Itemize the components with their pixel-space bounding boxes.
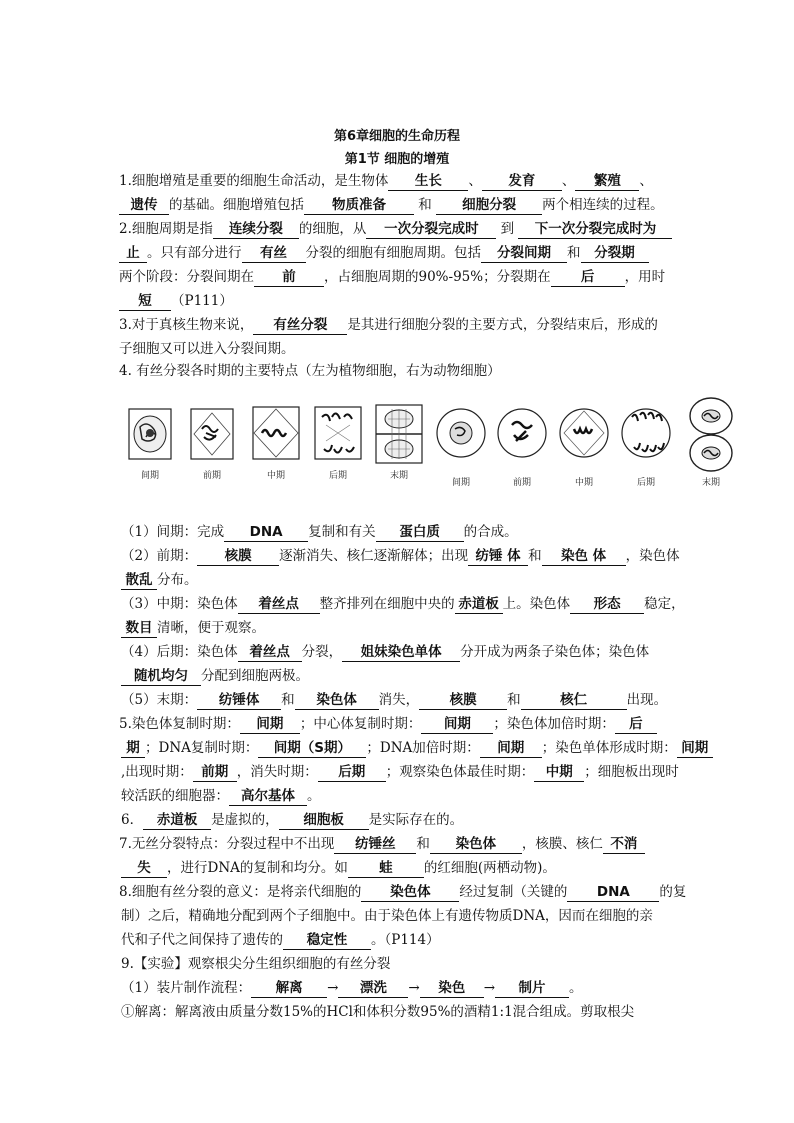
answer-blank: 间期 [240,716,300,734]
answer-blank: 短 [119,293,171,311]
animal-cell-prophase [498,409,546,457]
answer-blank: 期 [121,740,145,758]
chapter-title: 第6章细胞的生命历程 [333,129,461,144]
animal-cell-telophase [690,398,732,471]
text-segment: 是虚拟的， [211,812,279,828]
answer-blank: 一次分裂完成时 [366,221,496,239]
caption-plant-telophase: 末期 [389,471,409,481]
answer-blank: 前期 [193,764,237,782]
answer-blank: 随机均匀 [121,668,201,686]
answer-blank: 蛙 [348,860,424,878]
text-segment: （5）末期： [121,692,198,708]
text-segment: 和 [281,692,295,708]
text-line [119,290,679,313]
text-segment: （2）前期： [121,548,198,564]
text-segment: 。（P114） [371,932,440,948]
answer-blank: 核仁 [521,692,627,710]
text-segment: （3）中期：染色体 [121,596,238,612]
text-line [121,665,681,688]
answer-blank: 前 [254,269,324,287]
answer-blank: 染色 体 [542,548,626,566]
answer-blank: 数目 [121,620,157,638]
caption-plant-interphase: 间期 [140,471,160,481]
answer-blank: 止 [119,245,147,263]
text-segment: ，核膜、核仁 [521,836,603,852]
text-segment: ；染色体加倍时期： [493,716,615,732]
caption-plant-prophase: 前期 [202,471,222,481]
text-segment: ①解离：解离液由质量分数15%的HCl和体积分数95%的酒精1:1混合组成。剪取根尖 [121,1004,635,1020]
answer-blank: 后期 [318,764,386,782]
text-segment: 、 [639,173,653,189]
text-line [121,905,681,928]
text-segment: 4. 有丝分裂各时期的主要特点（左为植物细胞，右为动物细胞） [119,363,501,379]
text-line [121,737,709,760]
plant-cell-metaphase [253,407,299,459]
answer-blank: 纺锤 体 [468,548,528,566]
text-line [121,929,681,952]
text-segment: 和 [414,197,437,213]
text-line [121,857,681,880]
text-segment: ；中心体复制时期： [299,716,422,732]
caption-plant-anaphase: 后期 [328,471,348,481]
text-segment: 、 [468,173,482,189]
mitosis-figure [0,395,794,495]
answer-blank: 着丝点 [238,596,320,614]
text-segment: 上。染色体 [502,596,571,612]
text-segment: 两个相连续的过程。 [542,197,664,213]
text-line [121,1001,681,1024]
text-segment: （1）装片制作流程： [121,980,252,996]
text-segment: 两个阶段：分裂间期在 [119,269,254,285]
section-title: 第1节 细胞的增殖 [344,152,450,167]
text-segment: 6． [121,812,144,828]
answer-blank: 制片 [495,980,569,998]
text-line [121,809,681,832]
answer-blank: 赤道板 [455,596,503,614]
text-segment: 和 [528,548,542,564]
text-segment: ，用时 [624,269,666,285]
answer-blank: 染色体 [430,836,522,854]
text-line [119,242,679,265]
text-segment: 的合成。 [463,524,518,540]
answer-blank: 后 [615,716,657,734]
answer-blank: 失 [121,860,167,878]
text-segment: 和 [507,692,521,708]
text-segment: 分开成为两条子染色体；染色体 [460,644,650,660]
answer-blank: 核膜 [419,692,507,710]
plant-cell-telophase [376,405,422,463]
animal-cell-metaphase [560,409,608,457]
answer-blank: 细胞分裂 [436,197,542,215]
text-line [121,689,681,712]
answer-blank: 染色 [420,980,484,998]
answer-blank: 细胞板 [279,812,369,830]
text-segment: ；观察染色体最佳时期： [385,764,535,780]
text-line [121,545,681,568]
text-segment: 经过复制（关键的 [459,884,568,900]
text-segment: 9.【实验】观察根尖分生组织细胞的有丝分裂 [121,956,391,972]
text-line [121,593,685,616]
caption-animal-metaphase: 中期 [574,478,594,488]
text-line [119,338,679,361]
plant-cell-interphase [129,409,171,459]
text-segment: ；DNA复制时期： [145,740,259,756]
text-segment: 。 [307,788,321,804]
text-segment: ，染色体 [625,548,680,564]
text-line [119,360,679,383]
answer-blank: 形态 [570,596,644,614]
text-line [121,569,681,592]
text-segment: 制）之后，精确地分配到两个子细胞中。由于染色体上有遗传物质DNA，因而在细胞的亲 [121,908,653,924]
text-segment: 的红细胞(两栖动物)。 [423,860,556,876]
answer-blank: 姐妹染色单体 [342,644,460,662]
text-segment: 是其进行细胞分裂的主要方式，分裂结束后，形成的 [347,317,658,333]
answer-blank: 间期（S期） [258,740,366,758]
answer-blank: 后 [551,269,625,287]
text-segment: ，消失时期： [236,764,318,780]
text-segment: 3.对于真核生物来说， [119,317,254,333]
answer-blank: 有丝分裂 [253,317,347,335]
text-segment: 和 [567,245,581,261]
answer-blank: 间期 [677,740,713,758]
text-line [119,170,679,193]
text-segment: 分配到细胞两极。 [201,668,309,684]
animal-cell-anaphase [622,409,670,457]
answer-blank: DNA [224,524,308,542]
text-segment: 到 [496,221,519,237]
text-segment: 和 [416,836,430,852]
answer-blank: 分裂期 [581,245,649,263]
text-segment: 7.无丝分裂特点：分裂过程中不出现 [119,836,335,852]
caption-plant-metaphase: 中期 [266,471,286,481]
text-line [121,617,681,640]
text-segment: 的细胞，从 [298,221,367,237]
answer-blank: 物质准备 [304,197,414,215]
text-segment: 的基础。细胞增殖包括 [169,197,304,213]
text-segment: 逐渐消失、核仁逐渐解体；出现 [279,548,469,564]
answer-blank: 繁殖 [575,173,639,191]
text-line [121,761,681,784]
text-segment: ，占细胞周期的90%-95%；分裂期在 [324,269,551,285]
answer-blank: 发育 [482,173,562,191]
text-segment: 。只有部分进行 [147,245,242,261]
answer-blank: 下一次分裂完成时为 [518,221,672,239]
answer-blank: 解离 [251,980,327,998]
text-line [121,785,681,808]
text-line [119,218,679,241]
caption-animal-anaphase: 后期 [636,478,656,488]
answer-blank: 纺锤体 [197,692,281,710]
text-segment: 代和子代之间保持了遗传的 [121,932,283,948]
text-line [119,833,679,856]
answer-blank: DNA [567,884,659,902]
animal-cell-interphase [437,409,485,457]
answer-blank: 生长 [388,173,468,191]
answer-blank: 有丝 [242,245,306,263]
text-segment: ；细胞板出现时 [584,764,679,780]
text-line [119,266,679,289]
text-line [121,953,681,976]
caption-animal-interphase: 间期 [451,478,471,488]
text-segment: ，进行DNA的复制和均分。如 [167,860,348,876]
answer-blank: 稳定性 [283,932,371,950]
text-segment: → [483,980,496,996]
text-segment: 2.细胞周期是指 [119,221,213,237]
text-line [121,641,681,664]
text-segment: → [408,980,420,996]
answer-blank: 染色体 [361,884,459,902]
text-segment: 的复 [659,884,687,900]
text-segment: 出现。 [626,692,668,708]
text-segment: 子细胞又可以进入分裂间期。 [119,341,295,357]
text-segment: 复制和有关 [308,524,376,540]
text-segment: （1）间期：完成 [121,524,225,540]
answer-blank: 高尔基体 [229,788,307,806]
plant-cell-prophase [191,409,233,459]
answer-blank: 不消 [603,836,645,854]
answer-blank: 间期 [480,740,542,758]
text-segment: （4）后期：染色体 [121,644,238,660]
answer-blank: 中期 [534,764,584,782]
text-line [119,194,679,217]
text-segment: 分布。 [157,572,198,588]
answer-blank: 染色体 [295,692,379,710]
text-segment: 清晰，便于观察。 [157,620,265,636]
answer-blank: 连续分裂 [213,221,299,239]
answer-blank: 着丝点 [238,644,302,662]
text-segment: 整齐排列在细胞中央的 [319,596,455,612]
text-segment: 8.细胞有丝分裂的意义：是将亲代细胞的 [119,884,362,900]
answer-blank: 散乱 [121,572,157,590]
text-segment: → [327,980,339,996]
caption-animal-telophase: 末期 [701,478,721,488]
caption-animal-prophase: 前期 [512,478,532,488]
text-segment: 分裂的细胞有细胞周期。包括 [305,245,481,261]
answer-blank: 蛋白质 [376,524,464,542]
text-segment: 是实际存在的。 [368,812,464,828]
text-segment: 。 [569,980,583,996]
text-segment: 稳定， [644,596,685,612]
text-segment: 5.染色体复制时期： [119,716,240,732]
text-segment: 分裂， [301,644,343,660]
text-segment: 1.细胞增殖是重要的细胞生命活动，是生物体 [119,173,389,189]
text-segment: ；染色单体形成时期： [541,740,677,756]
plant-cell-anaphase [315,407,361,459]
text-segment: 消失， [378,692,420,708]
answer-blank: 漂洗 [338,980,408,998]
text-line [121,977,681,1000]
answer-blank: 分裂间期 [481,245,567,263]
text-line [121,521,681,544]
answer-blank: 核膜 [197,548,279,566]
text-segment: ,出现时期： [121,764,193,780]
text-segment: 、 [561,173,576,189]
answer-blank: 纺锤丝 [334,836,416,854]
text-line [119,713,679,736]
answer-blank: 遗传 [119,197,169,215]
text-line [119,881,687,904]
text-segment: （P111） [171,293,233,309]
text-segment: 较活跃的细胞器： [121,788,229,804]
text-line [119,314,679,337]
answer-blank: 间期 [421,716,493,734]
text-segment: ；DNA加倍时期： [366,740,480,756]
answer-blank: 赤道板 [143,812,211,830]
